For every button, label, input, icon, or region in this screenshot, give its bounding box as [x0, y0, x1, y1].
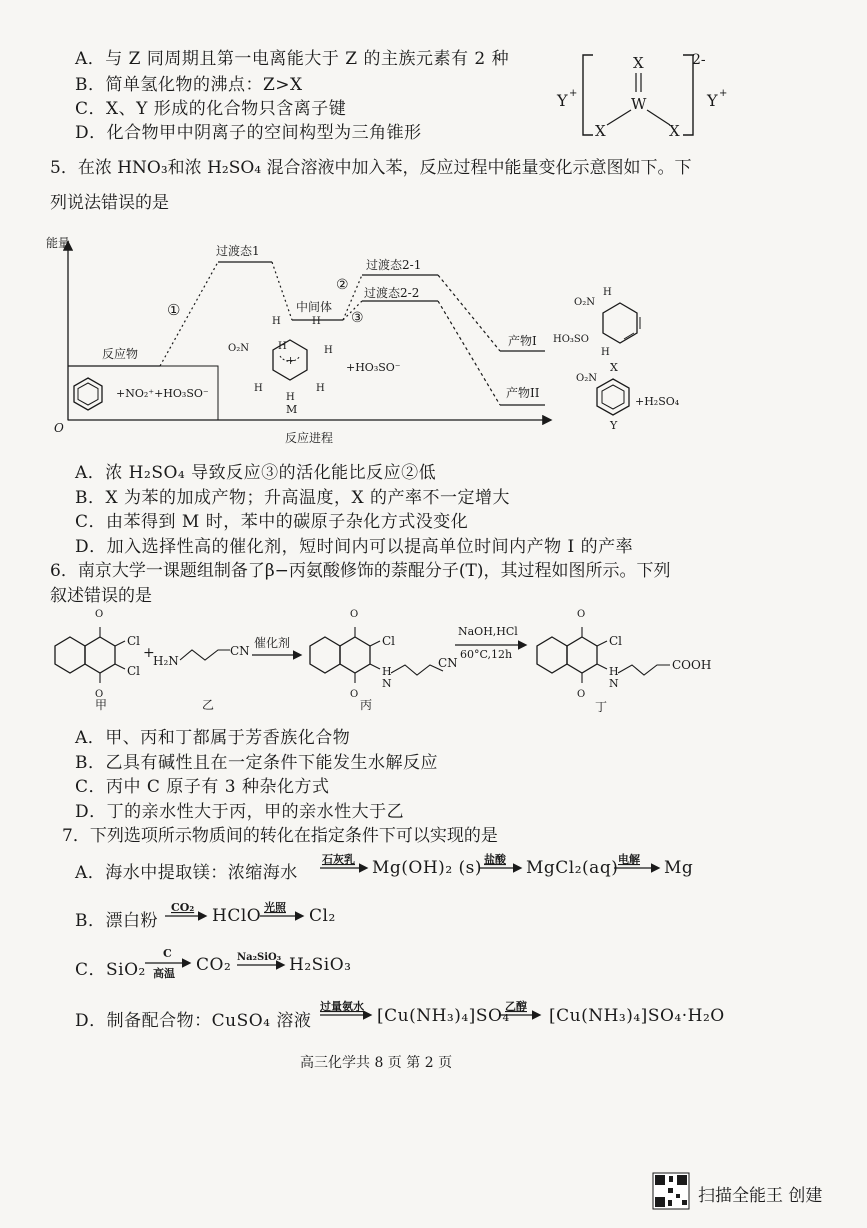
conditions1-label: NaOH,HCl [458, 625, 518, 638]
product2-label: 产物II [506, 386, 540, 400]
q5-option-d: D．加入选择性高的催化剂，短时间内可以提高单位时间内产物 I 的产率 [75, 537, 634, 557]
q4-option-d: D．化合物甲中阴离子的空间构型为三角锥形 [75, 123, 422, 143]
q5-stem-line2: 列说法错误的是 [50, 193, 169, 213]
bing-nh-n: N [382, 677, 392, 690]
compound-bing [310, 627, 443, 683]
y-label: Y [610, 419, 618, 432]
ding-nh-n: N [609, 677, 619, 690]
y-left-charge: + [569, 88, 578, 99]
m-h-bl: H [254, 383, 263, 394]
jia-o-bottom: O [95, 689, 104, 700]
ding-o-top: O [577, 609, 586, 620]
x-right-label: X [669, 122, 680, 140]
q4-option-c: C．X、Y 形成的化合物只含离子键 [75, 99, 347, 119]
x-top-label: X [633, 54, 644, 72]
m-h-sp3: H [278, 341, 287, 352]
svg-text:+: + [286, 354, 296, 367]
w-label: W [631, 95, 647, 113]
q6-stem-line1: 6．南京大学一课题组制备了β−丙氨酸修饰的萘醌分子(T)，其过程如图所示。下列 [50, 561, 671, 581]
compound-ding [537, 627, 670, 683]
ding-cooh: COOH [672, 658, 712, 672]
q7-b-product2: Cl₂ [309, 906, 336, 926]
catalyst-label: 催化剂 [254, 636, 291, 650]
watermark-text: 扫描全能王 创建 [698, 1186, 823, 1206]
label-bing: 丙 [360, 698, 373, 712]
q6-option-c: C．丙中 C 原子有 3 种杂化方式 [75, 777, 330, 797]
x-h-bottom: H [601, 347, 610, 358]
x-label: X [610, 361, 618, 374]
ts21-label: 过渡态2-1 [366, 258, 422, 272]
bing-cn: CN [438, 656, 458, 670]
anion-charge: 2- [692, 52, 706, 68]
q7-a-arrow2 [478, 853, 524, 877]
intermediate-label: 中间体 [296, 300, 333, 314]
q7-b-reagent1: CO₂ [171, 901, 195, 914]
q4-option-a: A．与 Z 同周期且第一电离能大于 Z 的主族元素有 2 种 [75, 49, 510, 69]
q7-b-arrow1 [163, 901, 209, 925]
q4-ion-structure [545, 40, 745, 145]
q7-b-reagent2: 光照 [264, 901, 286, 914]
q6-option-d: D．丁的亲水性大于丙，甲的亲水性大于乙 [75, 802, 405, 822]
q7-c-product1: CO₂ [196, 955, 232, 975]
m-extra-label: +HO₃SO⁻ [346, 361, 401, 374]
q7-d-arrow2 [497, 1000, 543, 1024]
q7-c-arrow1 [143, 946, 193, 982]
y-h2so4-label: +H₂SO₄ [635, 395, 680, 408]
y-left-label: Y [557, 91, 568, 110]
jia-cl-1: Cl [127, 634, 141, 648]
q7-c-product2: H₂SiO₃ [289, 955, 352, 975]
compound-jia [55, 627, 125, 683]
step1-label: ① [167, 301, 181, 319]
energy-diagram [40, 225, 700, 455]
q7-option-a-prefix: A．海水中提取镁：浓缩海水 [75, 863, 298, 883]
x-structure [603, 303, 640, 343]
x-h-top: H [603, 287, 612, 298]
q7-c-reagent-top: C [163, 947, 172, 960]
plus-sign: + [143, 645, 155, 661]
q5-option-c: C．由苯得到 M 时，苯中的碳原子杂化方式没变化 [75, 512, 469, 532]
ts22-label: 过渡态2-2 [364, 286, 420, 300]
q7-option-b-prefix: B．漂白粉 [75, 911, 158, 931]
bing-cl: Cl [382, 634, 396, 648]
jia-o-top: O [95, 609, 104, 620]
q7-a-arrow3 [612, 853, 662, 877]
q7-stem: 7．下列选项所示物质间的转化在指定条件下可以实现的是 [62, 826, 498, 846]
q7-b-product1: HClO [212, 906, 262, 926]
bing-nh-h: H [382, 665, 392, 678]
ding-o-bottom: O [577, 689, 586, 700]
y-axis-label: 能量 [46, 236, 71, 250]
m-o2n-label: O₂N [228, 343, 249, 354]
q7-option-c-prefix: C．SiO₂ [75, 960, 146, 980]
q7-a-reagent1: 石灰乳 [322, 853, 355, 866]
reactant-label: 反应物 [102, 347, 139, 361]
origin-label: O [54, 421, 64, 435]
x-left-label: X [595, 122, 606, 140]
q7-a-arrow1 [318, 853, 370, 877]
q6-option-b: B．乙具有碱性且在一定条件下能发生水解反应 [75, 753, 438, 773]
yi-cn: CN [230, 644, 250, 658]
x-o2n-label: O₂N [574, 297, 595, 308]
conditions2-label: 60°C,12h [460, 648, 513, 661]
q7-option-d-prefix: D．制备配合物：CuSO₄ 溶液 [75, 1011, 312, 1031]
m-h-top1: H [272, 316, 281, 327]
m-h-top2: H [312, 316, 321, 327]
q5-option-b: B．X 为苯的加成产物；升高温度，X 的产率不一定增大 [75, 488, 511, 508]
m-h-bottom: H [286, 392, 295, 403]
product1-label: 产物I [508, 334, 537, 348]
label-yi: 乙 [202, 698, 215, 712]
page-footer: 高三化学共 8 页 第 2 页 [300, 1055, 453, 1071]
reagents-label: +NO₂⁺+HO₃SO⁻ [116, 387, 209, 400]
q6-option-a: A．甲、丙和丁都属于芳香族化合物 [75, 728, 351, 748]
reaction-scheme [40, 605, 740, 715]
ding-nh-h: H [609, 665, 619, 678]
y-right-label: Y [707, 91, 718, 110]
step2-label: ② [336, 277, 349, 293]
jia-cl-2: Cl [127, 664, 141, 678]
q7-d-reagent2: 乙醇 [505, 1000, 527, 1013]
ding-cl: Cl [609, 634, 623, 648]
q7-a-product1: Mg(OH)₂ (s) [372, 858, 483, 878]
step3-label: ③ [351, 310, 364, 326]
benzene-ring [74, 378, 102, 410]
q5-stem-line1: 5．在浓 HNO₃和浓 H₂SO₄ 混合溶液中加入苯，反应过程中能量变化示意图如下。下 [50, 158, 692, 178]
q7-d-product1: [Cu(NH₃)₄]SO₄ [377, 1006, 510, 1026]
q7-a-reagent2: 盐酸 [484, 853, 506, 866]
q7-c-arrow2 [235, 950, 287, 974]
q7-d-product2: [Cu(NH₃)₄]SO₄·H₂O [549, 1006, 725, 1026]
y-structure [597, 379, 629, 415]
yi-h2n: H₂N [153, 654, 179, 668]
x-ho3so-label: HO₃SO [553, 334, 589, 345]
bing-o-bottom: O [350, 689, 359, 700]
q6-stem-line2: 叙述错误的是 [50, 586, 152, 606]
q7-a-product3: Mg [664, 858, 694, 878]
q7-c-reagent-bottom: 高温 [153, 967, 175, 980]
m-h-right: H [324, 345, 333, 356]
m-h-br: H [316, 383, 325, 394]
y-o2n-label: O₂N [576, 373, 597, 384]
bing-o-top: O [350, 609, 359, 620]
x-axis-label: 反应进程 [285, 431, 334, 445]
q7-c-reagent2: Na₂SiO₃ [237, 952, 282, 963]
q7-b-arrow2 [258, 901, 306, 925]
q7-d-reagent1: 过量氨水 [320, 1000, 364, 1013]
q7-a-product2: MgCl₂(aq) [526, 858, 619, 878]
m-label: M [286, 403, 298, 416]
q7-a-reagent3: 电解 [618, 853, 640, 866]
q4-option-b: B．简单氢化物的沸点：Z>X [75, 75, 303, 95]
ts1-label: 过渡态1 [216, 244, 260, 258]
y-right-charge: + [719, 88, 728, 99]
q7-d-arrow1 [318, 1000, 374, 1024]
q5-option-a: A．浓 H₂SO₄ 导致反应③的活化能比反应②低 [75, 463, 437, 483]
label-ding: 丁 [595, 700, 608, 714]
qr-code-icon [652, 1172, 690, 1210]
label-jia: 甲 [95, 698, 108, 712]
